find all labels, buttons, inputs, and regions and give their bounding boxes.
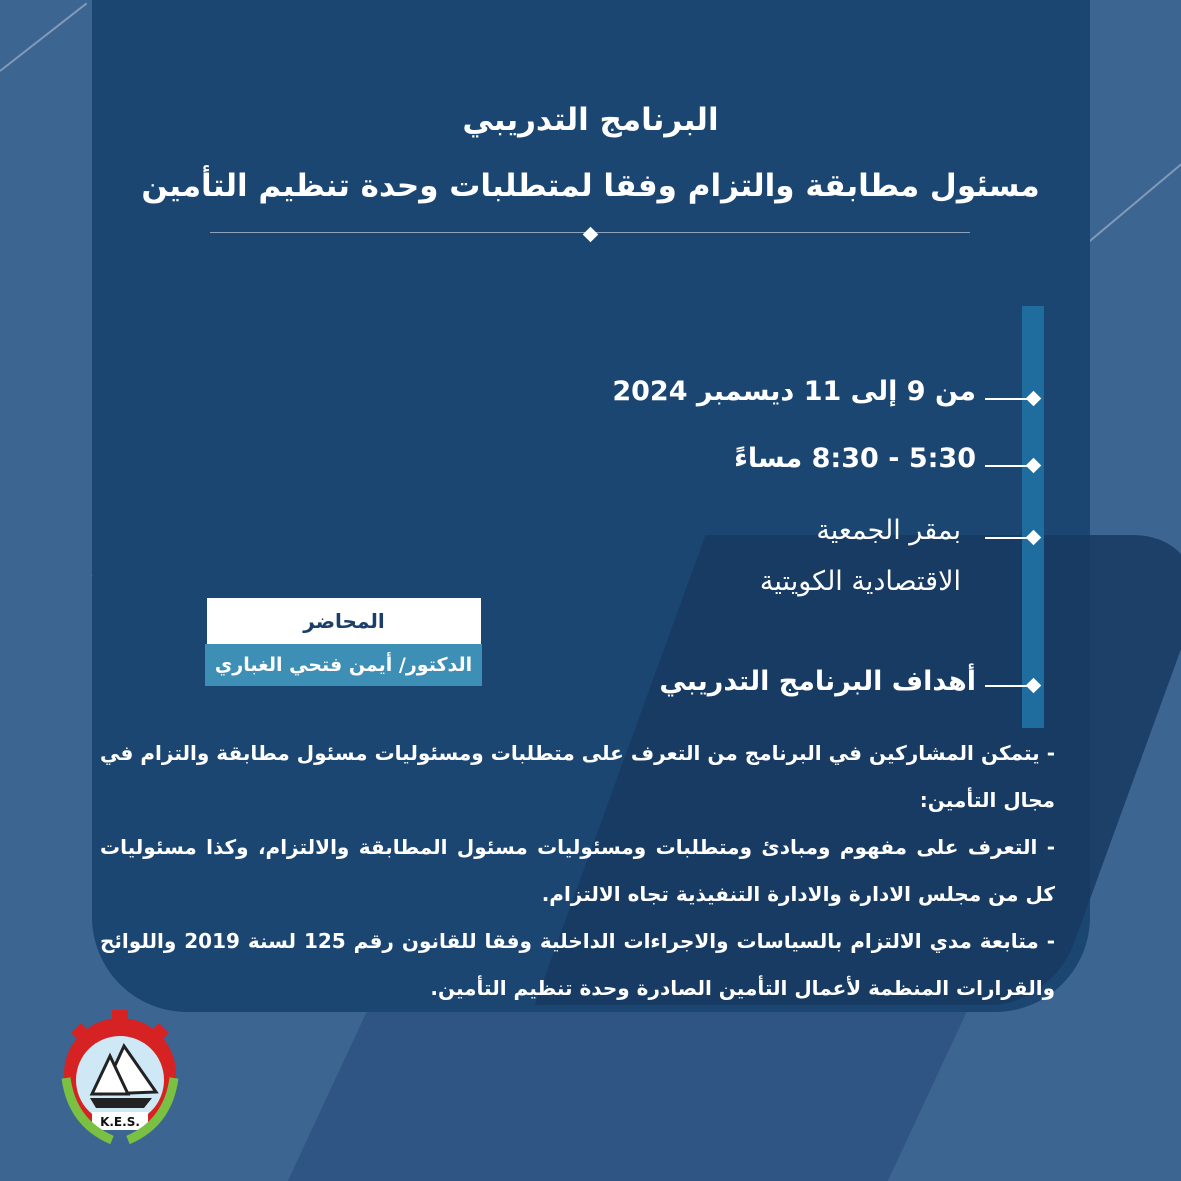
objective-item: - متابعة مدي الالتزام بالسياسات والاجراءات الداخلية وفقا للقانون رقم 125 لسنة 2019 واللوائح والقرارات المنظمة لأعمال التأمين الصادرة وحدة تنظيم التأمين. <box>100 929 1055 1000</box>
program-date: من 9 إلى 11 ديسمبر 2024 <box>612 376 976 407</box>
decor-line <box>0 2 87 71</box>
program-time: 5:30 - 8:30 مساءً <box>734 443 976 474</box>
svg-text:K.E.S.: K.E.S. <box>100 1115 140 1129</box>
kes-logo <box>52 1008 188 1148</box>
background-shape <box>288 1000 972 1181</box>
page-title: البرنامج التدريبي <box>462 102 719 138</box>
objectives-heading: أهداف البرنامج التدريبي <box>659 666 976 697</box>
lecturer-name: الدكتور/ أيمن فتحي الغباري <box>205 644 482 686</box>
venue-line-1: بمقر الجمعية <box>816 515 961 546</box>
lecturer-label: المحاضر <box>207 598 481 644</box>
objective-item: - يتمكن المشاركين في البرنامج من التعرف على متطلبات ومسئوليات مسئول مطابقة والتزام في مجال التأمين: <box>100 741 1055 812</box>
objective-item: - التعرف على مفهوم ومبادئ ومتطلبات ومسئوليات مسئول المطابقة والالتزام، وكذا مسئوليات كل من مجلس الادارة والادارة التنفيذية تجاه الالتزام. <box>100 835 1055 906</box>
page-subtitle: مسئول مطابقة والتزام وفقا لمتطلبات وحدة تنظيم التأمين <box>141 168 1040 204</box>
timeline-bar <box>1022 306 1044 728</box>
venue-line-2: الاقتصادية الكويتية <box>759 566 961 597</box>
objectives-list <box>100 730 1055 1012</box>
